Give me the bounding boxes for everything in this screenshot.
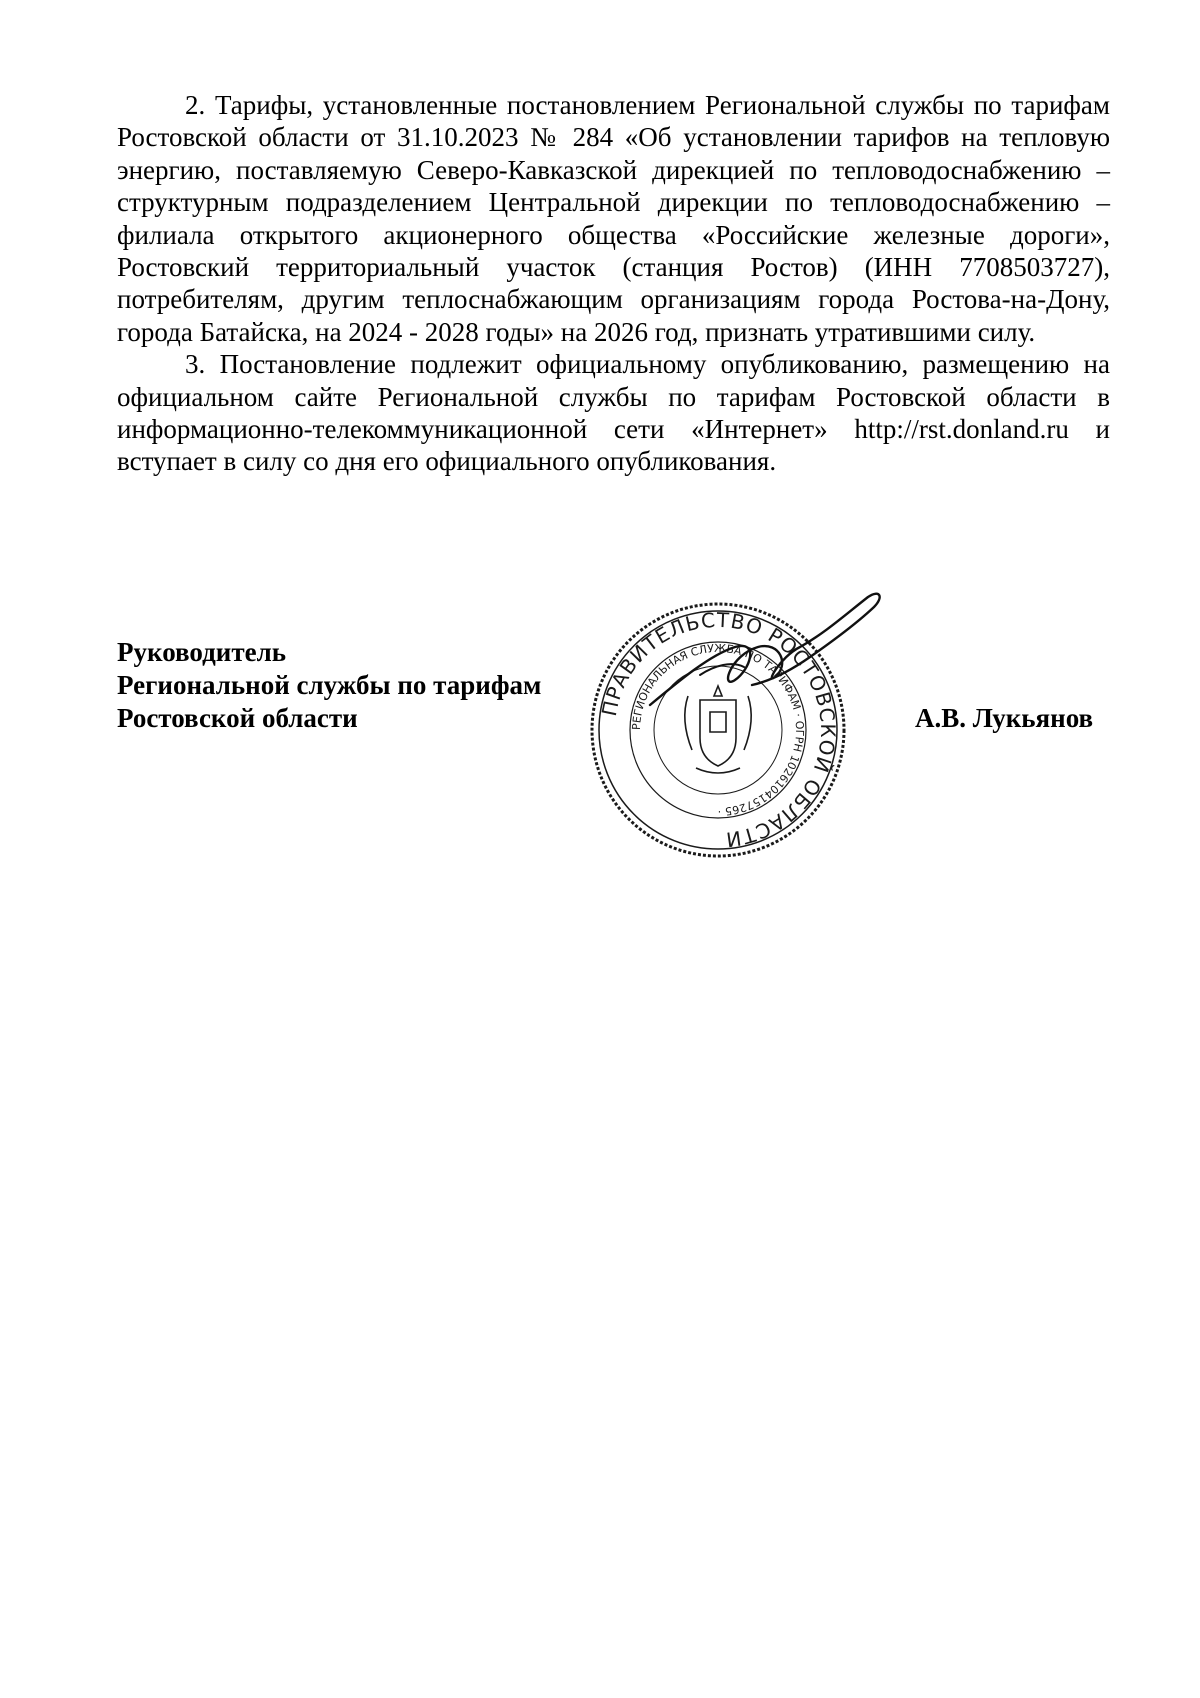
signatory-title-line-1: Руководитель [117, 637, 287, 667]
handwritten-signature [640, 585, 885, 735]
signatory-name: А.В. Лукьянов [915, 703, 1094, 733]
svg-text:ПРАВИТЕЛЬСТВО РОСТОВСКОЙ ОБЛАС: ПРАВИТЕЛЬСТВО РОСТОВСКОЙ ОБЛАСТИ [596, 607, 841, 852]
document-body [117, 89, 1110, 478]
svg-text:РЕГИОНАЛЬНАЯ СЛУЖБА ПО ТАРИФАМ: РЕГИОНАЛЬНАЯ СЛУЖБА ПО ТАРИФАМ · ОГРН 1026104157265 · [629, 641, 807, 819]
paragraph-2: 2. Тарифы, установленные постановлением Региональной службы по тарифам Ростовской области от 31.10.2023 № 284 «Об установлении тарифов на тепловую энергию, поставляемую Северо-Кавказской дирекцией по тепловодоснабжению – структурным подразделением Центральной дирекции по тепловодоснабжению – филиала открытого акционерного общества «Российские железные дороги», Ростовский территориальный участок (станция Ростов) (ИНН 7708503727), потребителям, другим теплоснабжающим организациям города Ростова-на-Дону, города Батайска, на 2024 - 2028 годы» на 2026 год, признать утратившими силу. [117, 90, 1110, 347]
signatory-title-line-2: Региональной службы по тарифам [117, 670, 542, 700]
signatory-title [117, 636, 541, 735]
signatory-title-line-3: Ростовской области [117, 703, 358, 733]
paragraph-3: 3. Постановление подлежит официальному опубликованию, размещению на официальном сайте Региональной службы по тарифам Ростовской области в информационно-телекоммуникационной сети «Интернет» http://rst.donland.ru и вступает в силу со дня его официального опубликования. [117, 349, 1110, 477]
